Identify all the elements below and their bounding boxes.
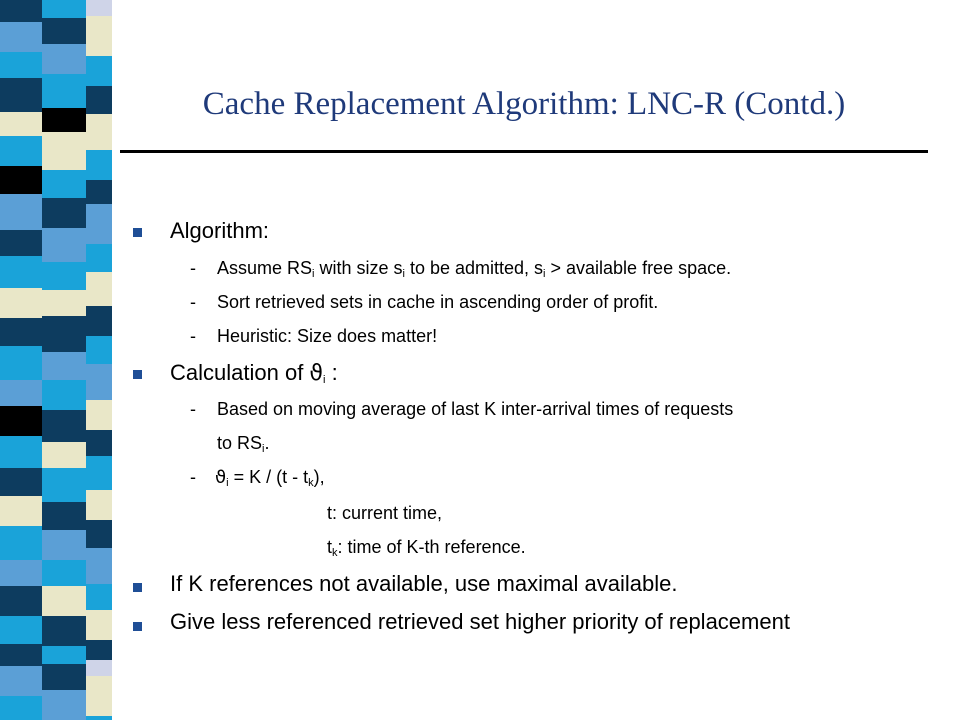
bullet-marker [133, 228, 142, 237]
dash-marker: - [190, 399, 196, 419]
algorithm-item-heuristic: Heuristic: Size does matter! [217, 326, 438, 346]
dash-marker: - [190, 326, 196, 346]
calculation-heading: Calculation of $ϑ_i$ : [170, 360, 338, 386]
theta-symbol: ϑ [215, 467, 227, 488]
theta-symbol: ϑ [309, 361, 324, 386]
calculation-formula: $ϑ_i = K / (t - t_k)$, [215, 467, 325, 489]
dash-marker: - [190, 467, 196, 487]
algorithm-item-sort: Sort retrieved sets in cache in ascending order of profit. [217, 292, 659, 312]
bullet-priority: Give less referenced retrieved set higher priority of replacement [170, 609, 790, 634]
algorithm-heading: Algorithm: [170, 218, 270, 243]
definition-tk: $t_k$: time of K-th reference. [327, 537, 526, 559]
calculation-item-basis-cont: to $RS_i$. [217, 433, 270, 455]
bullet-marker [133, 583, 142, 592]
calculation-item-basis: Based on moving average of last K inter-arrival times of requests [217, 399, 734, 419]
slide-title: Cache Replacement Algorithm: LNC-R (Contd.) [202, 86, 846, 122]
definition-t: t: current time, [327, 503, 443, 523]
bullet-k-references: If K references not available, use maximal available. [170, 571, 678, 596]
bullet-marker [133, 622, 142, 631]
dash-marker: - [190, 292, 196, 312]
dash-marker: - [190, 258, 196, 278]
bullet-marker [133, 370, 142, 379]
algorithm-item-admission: Assume $RS_i$ with size $s_i$ to be admitted, $s_i$ > available free space. [217, 258, 732, 280]
